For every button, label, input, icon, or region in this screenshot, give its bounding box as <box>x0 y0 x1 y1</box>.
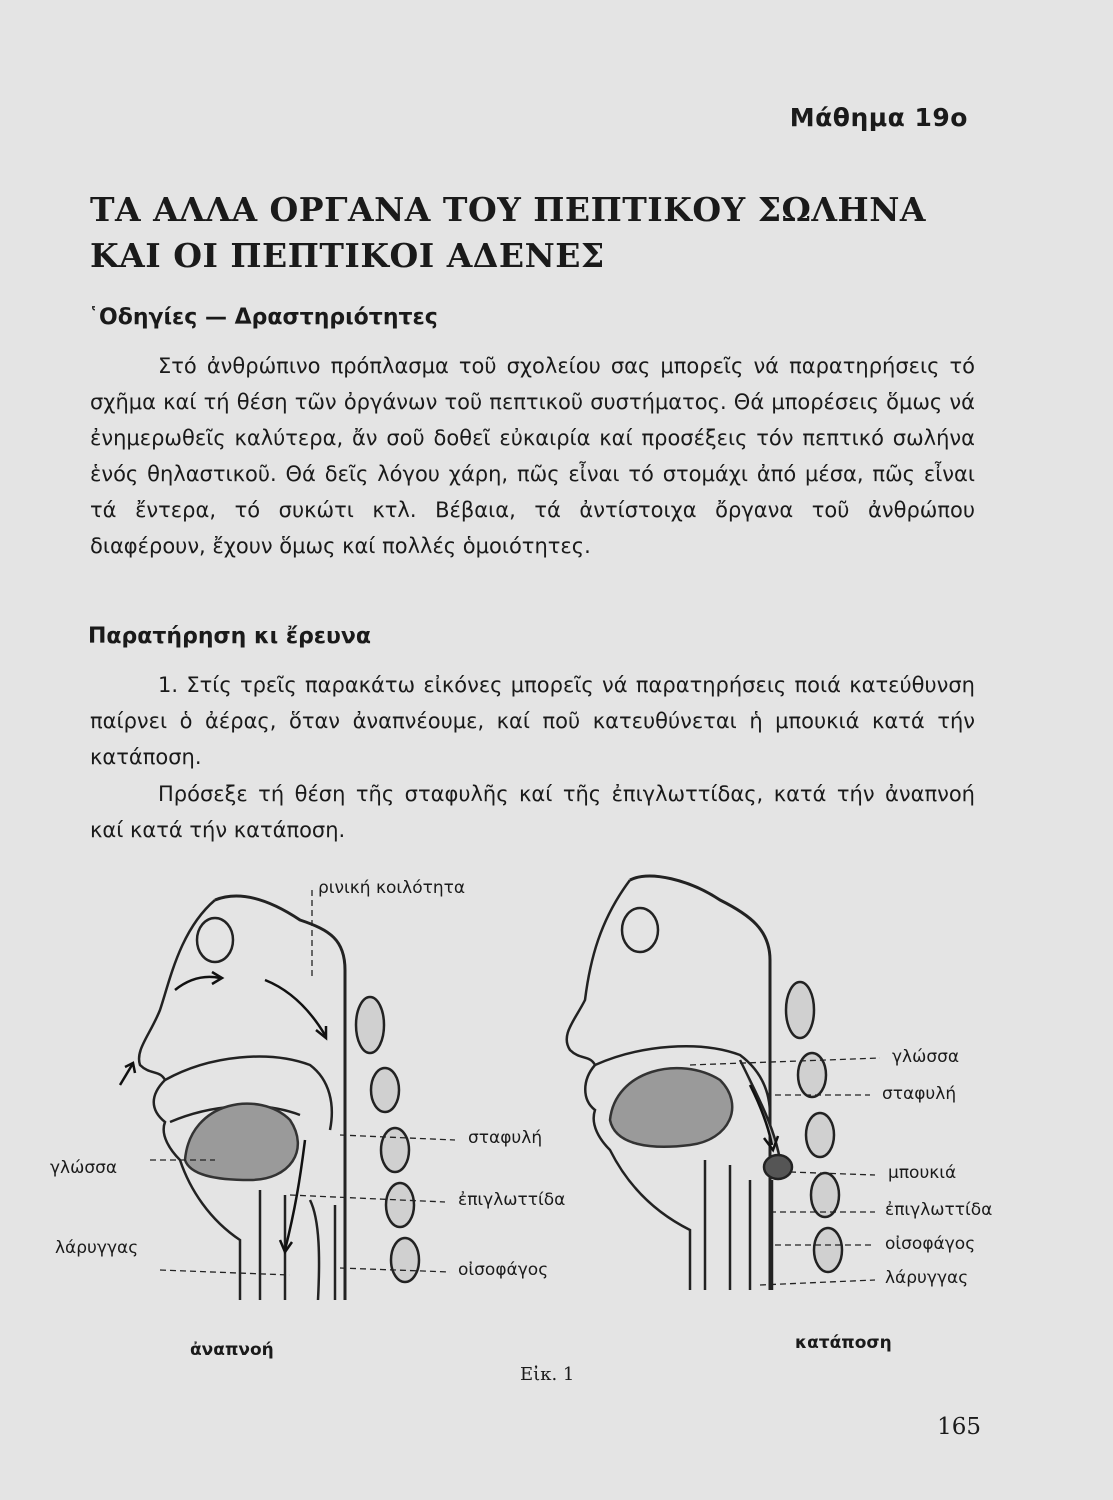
label-right-esophagus: οἰσοφάγος <box>885 1234 976 1254</box>
anatomy-drawing <box>0 860 1113 1400</box>
chapter-title-line-1: ΤΑ ΑΛΛΑ ΟΡΓΑΝΑ ΤΟΥ ΠΕΠΤΙΚΟΥ ΣΩΛΗΝΑ <box>90 190 926 229</box>
label-right-uvula: σταφυλή <box>882 1084 957 1104</box>
page-number: 165 <box>937 1414 981 1440</box>
label-left-esophagus: οἰσοφάγος <box>458 1260 549 1280</box>
label-right-tongue: γλώσσα <box>892 1047 960 1067</box>
chapter-title-line-2: ΚΑΙ ΟΙ ΠΕΠΤΙΚΟΙ ΑΔΕΝΕΣ <box>90 236 605 275</box>
instructions-paragraph: Στό ἀνθρώπινο πρόπλασμα τοῦ σχολείου σας μπορεῖς νά παρατηρήσεις τό σχῆμα καί τή θέση τῶν ὀργάνων τοῦ πεπτικοῦ συστήματος. Θά μπορέσεις ὅμως νά ἐνημερωθεῖς καλύτερα, ἄν σοῦ δοθεῖ εὐκαιρία καί προσέξεις τόν πεπτικό σωλήνα ἑνός θηλαστικοῦ. Θά δεῖς λόγου χάρη, πῶς εἶναι τό στομάχι ἀπό μέσα, πῶς εἶναι τά ἔντερα, τό συκώτι κτλ. Βέβαια, τά ἀντίστοιχα ὄργανα τοῦ ἀνθρώπου διαφέρουν, ἔχουν ὅμως καί πολλές ὁμοιότητες. <box>90 354 975 558</box>
label-nasal-cavity: ρινική κοιλότητα <box>318 878 466 898</box>
label-right-epiglottis: ἐπιγλωττίδα <box>885 1200 993 1220</box>
observation-paragraph-2: Πρόσεξε τή θέση τῆς σταφυλῆς καί τῆς ἐπιγλωττίδας, κατά τήν ἀναπνοή καί κατά τήν κατάποση. <box>90 782 975 842</box>
section-heading-observation: Παρατήρηση κι ἔρευνα <box>88 624 372 649</box>
observation-paragraph-1: 1. Στίς τρεῖς παρακάτω εἰκόνες μπορεῖς νά παρατηρήσεις ποιά κατεύθυνση παίρνει ὁ ἀέρας, ὅταν ἀναπνέουμε, καί ποῦ κατευθύνεται ἡ μπουκιά κατά τήν κατάποση. <box>90 673 975 769</box>
section-heading-instructions: ῾Οδηγίες — Δραστηριότητες <box>88 305 438 330</box>
label-right-larynx: λάρυγγας <box>885 1268 969 1288</box>
right-head-illustration <box>567 876 842 1290</box>
label-left-tongue: γλώσσα <box>50 1158 118 1178</box>
caption-breathing: ἀναπνοή <box>190 1340 274 1360</box>
label-left-uvula: σταφυλή <box>468 1128 543 1148</box>
lesson-number: Μάθημα 19ο <box>789 103 968 132</box>
left-head-illustration <box>139 896 419 1300</box>
caption-swallowing: κατάποση <box>795 1333 892 1353</box>
chapter-title <box>90 187 990 279</box>
label-left-larynx: λάρυγγας <box>55 1238 139 1258</box>
label-right-bolus: μπουκιά <box>888 1163 957 1183</box>
label-left-epiglottis: ἐπιγλωττίδα <box>458 1190 566 1210</box>
anatomy-figure <box>0 860 1113 1400</box>
figure-caption: Εἰκ. 1 <box>520 1364 575 1385</box>
